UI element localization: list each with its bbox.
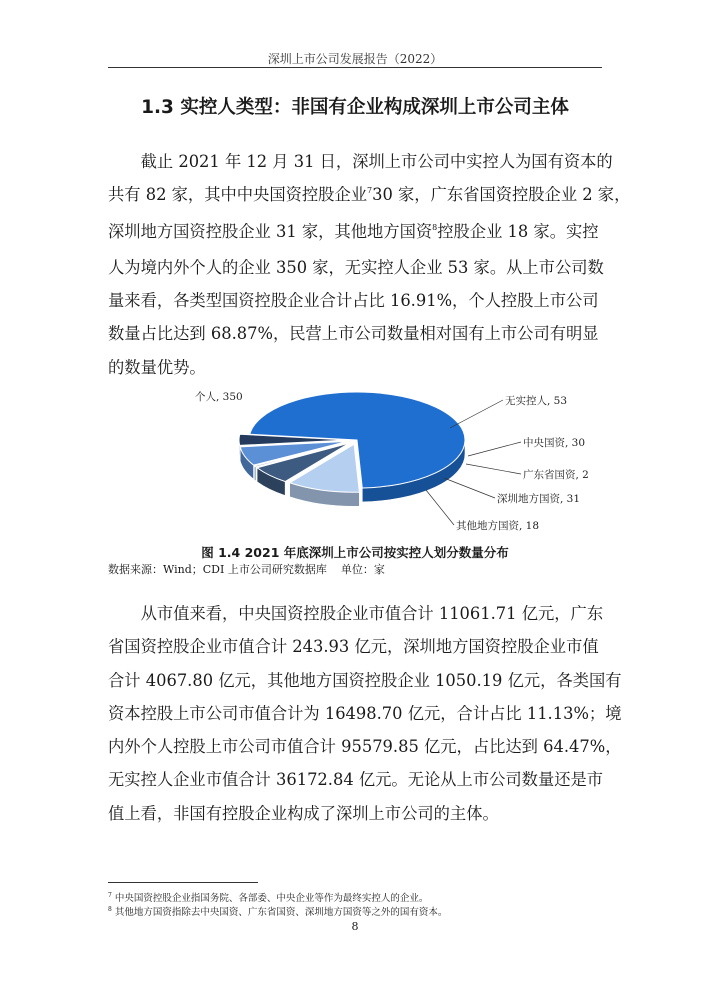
text-line: 的数量优势。 [108, 357, 206, 377]
footnote-rule [108, 882, 258, 883]
pie-wall-3 [254, 466, 255, 481]
footnote-mark: 8 [108, 906, 112, 913]
text-segment: 30 家，广东省国资控股企业 2 家， [372, 185, 631, 205]
slice-label-5: 其他地方国资, 18 [456, 520, 540, 532]
text-line: 从市值来看，中央国资控股企业市值合计 11061.71 亿元，广东 [140, 604, 604, 623]
text-line: 资本控股上市公司市值合计为 16498.70 亿元，合计占比 11.13%；境 [108, 703, 622, 723]
paragraph-market-value [108, 597, 622, 830]
leader-line-1 [450, 400, 503, 428]
leader-line-5 [426, 490, 454, 525]
pie-chart-svg [150, 378, 590, 538]
text-line: 省国资控股企业市值合计 243.93 亿元，深圳地方国资控股企业市值 [108, 637, 599, 657]
text-line: 数量占比达到 68.87%，民营上市公司数量相对国有上市公司有明显 [108, 324, 599, 344]
footnote-ref-8: 8 [432, 222, 438, 232]
slice-label-4: 深圳地方国资, 31 [497, 493, 581, 505]
text-line: 无实控人企业市值合计 36172.84 亿元。无论从上市公司数量还是市 [108, 770, 604, 790]
slice-label-2: 中央国资, 30 [523, 437, 586, 449]
leader-line-2 [468, 442, 521, 456]
figure-caption: 图 1.4 2021 年底深圳上市公司按实控人划分数量分布 [201, 545, 509, 560]
pie-chart [150, 378, 590, 538]
slice-label-3: 广东省国资, 2 [523, 469, 589, 481]
text-line [108, 215, 602, 251]
text-line: 人为境内外个人的企业 350 家，无实控人企业 53 家。从上市公司数 [108, 257, 604, 277]
leader-line-4 [444, 478, 495, 498]
header-rule [108, 67, 602, 68]
leader-line-3 [466, 464, 521, 474]
text-line: 截止 2021 年 12 月 31 日，深圳上市公司中实控人为国有资本的 [140, 152, 613, 171]
page-number: 8 [351, 920, 359, 933]
footnote-7 [108, 890, 428, 904]
text-segment: 共有 82 家，其中中央国资控股企业 [108, 185, 368, 205]
slice-label-1: 无实控人, 53 [505, 395, 568, 407]
data-source [108, 561, 385, 577]
footnote-ref-7: 7 [367, 186, 373, 196]
footnote-8 [108, 904, 447, 918]
unit-text: 单位：家 [340, 563, 385, 576]
slice-label-0: 个人, 350 [195, 391, 243, 403]
running-header: 深圳上市公司发展报告（2022） [267, 52, 443, 66]
text-segment: 深圳地方国资控股企业 31 家，其他地方国资 [108, 221, 433, 241]
text-line: 量来看，各类型国资控股企业合计占比 16.91%，个人控股上市公司 [108, 291, 599, 311]
source-text: 数据来源：Wind；CDI 上市公司研究数据库 [108, 563, 327, 576]
footnote-text: 中央国资控股企业指国务院、各部委、中央企业等作为最终实控人的企业。 [114, 893, 429, 904]
paragraph-controller-count [108, 145, 631, 384]
text-line: 值上看，非国有控股企业构成了深圳上市公司的主体。 [108, 803, 499, 823]
text-line: 合计 4067.80 亿元，其他地方国资控股企业 1050.19 亿元，各类国有 [108, 670, 622, 690]
footnote-text: 其他地方国资指除去中央国资、广东省国资、深圳地方国资等之外的国有资本。 [114, 907, 448, 918]
section-title: 1.3 实控人类型：非国有企业构成深圳上市公司主体 [141, 97, 569, 118]
text-line: 内外个人控股上市公司市值合计 95579.85 亿元，占比达到 64.47%， [108, 737, 622, 757]
footnote-mark: 7 [108, 892, 112, 899]
text-segment: 控股企业 18 家。实控 [437, 221, 599, 241]
text-line [108, 178, 631, 214]
